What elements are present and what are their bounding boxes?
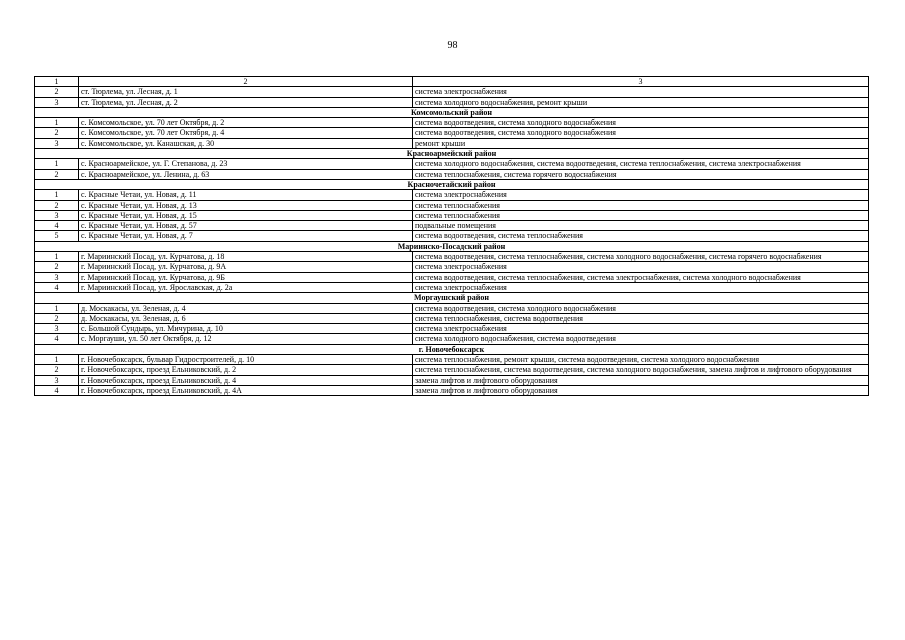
row-address: ст. Тюрлема, ул. Лесная, д. 2 <box>79 97 413 107</box>
table-row <box>35 97 869 107</box>
row-works: ремонт крыши <box>413 138 869 148</box>
table-row <box>35 221 869 231</box>
row-works: система водоотведения, система теплоснабжения <box>413 231 869 241</box>
table-row <box>35 210 869 220</box>
row-works: замена лифтов и лифтового оборудования <box>413 375 869 385</box>
row-address: г. Новочебоксарск, проезд Ельниковский, д. 4 <box>79 375 413 385</box>
row-works: замена лифтов и лифтового оборудования <box>413 385 869 395</box>
row-works: система водоотведения, система холодного водоснабжения <box>413 118 869 128</box>
row-works: система холодного водоснабжения, система водоотведения <box>413 334 869 344</box>
row-number: 1 <box>35 252 79 262</box>
row-number: 4 <box>35 282 79 292</box>
row-works: система электроснабжения <box>413 87 869 97</box>
row-address: с. Красноармейское, ул. Ленина, д. 63 <box>79 169 413 179</box>
row-number: 1 <box>35 355 79 365</box>
page-number: 98 <box>447 40 458 51</box>
row-number: 4 <box>35 385 79 395</box>
table-row <box>35 252 869 262</box>
row-works: система водоотведения, система холодного водоснабжения <box>413 128 869 138</box>
table-row <box>35 313 869 323</box>
row-address: г. Мариинский Посад, ул. Курчатова, д. 9А <box>79 262 413 272</box>
table-row <box>35 324 869 334</box>
header-col-2: 2 <box>79 77 413 87</box>
row-number: 2 <box>35 313 79 323</box>
row-number: 1 <box>35 190 79 200</box>
row-number: 3 <box>35 324 79 334</box>
section-title: Комсомольский район <box>35 107 869 117</box>
row-address: с. Моргауши, ул. 50 лет Октября, д. 12 <box>79 334 413 344</box>
row-address: д. Москакасы, ул. Зеленая, д. 4 <box>79 303 413 313</box>
row-number: 3 <box>35 272 79 282</box>
section-title: Мариинско-Посадский район <box>35 241 869 251</box>
row-works: система холодного водоснабжения, ремонт крыши <box>413 97 869 107</box>
table-row <box>35 200 869 210</box>
row-address: с. Красные Четаи, ул. Новая, д. 15 <box>79 210 413 220</box>
section-header-row <box>35 149 869 159</box>
row-works: система теплоснабжения, ремонт крыши, система водоотведения, система холодного водоснабжения <box>413 355 869 365</box>
table-row <box>35 159 869 169</box>
section-title: Красночетайский район <box>35 179 869 189</box>
row-works: система теплоснабжения <box>413 210 869 220</box>
table-row <box>35 190 869 200</box>
section-header-row <box>35 241 869 251</box>
section-header-row <box>35 344 869 354</box>
row-address: г. Мариинский Посад, ул. Курчатова, д. 9Б <box>79 272 413 282</box>
table-row <box>35 282 869 292</box>
row-number: 2 <box>35 262 79 272</box>
row-number: 3 <box>35 210 79 220</box>
row-number: 1 <box>35 303 79 313</box>
table-row <box>35 118 869 128</box>
row-number: 2 <box>35 200 79 210</box>
row-address: г. Мариинский Посад, ул. Ярославская, д. 2а <box>79 282 413 292</box>
table-row <box>35 355 869 365</box>
row-address: с. Красные Четаи, ул. Новая, д. 57 <box>79 221 413 231</box>
row-number: 3 <box>35 138 79 148</box>
header-col-3: 3 <box>413 77 869 87</box>
row-number: 2 <box>35 169 79 179</box>
row-works: система электроснабжения <box>413 324 869 334</box>
row-address: с. Большой Сундырь, ул. Мичурина, д. 10 <box>79 324 413 334</box>
row-address: с. Комсомольское, ул. 70 лет Октября, д. 2 <box>79 118 413 128</box>
table-row <box>35 169 869 179</box>
header-col-1: 1 <box>35 77 79 87</box>
table-row <box>35 303 869 313</box>
row-address: с. Красные Четаи, ул. Новая, д. 7 <box>79 231 413 241</box>
row-works: система теплоснабжения, система водоотведения <box>413 313 869 323</box>
table-row <box>35 365 869 375</box>
table-row <box>35 138 869 148</box>
table-row <box>35 231 869 241</box>
row-works: система водоотведения, система холодного водоснабжения <box>413 303 869 313</box>
row-works: система теплоснабжения, система водоотведения, система холодного водоснабжения, замена лифтов и лифтового оборудования <box>413 365 869 375</box>
row-works: система водоотведения, система теплоснабжения, система электроснабжения, система холодного водоснабжения <box>413 272 869 282</box>
row-address: г. Новочебоксарск, проезд Ельниковский, д. 2 <box>79 365 413 375</box>
row-works: система электроснабжения <box>413 282 869 292</box>
row-works: система электроснабжения <box>413 190 869 200</box>
row-address: г. Мариинский Посад, ул. Курчатова, д. 18 <box>79 252 413 262</box>
section-header-row <box>35 293 869 303</box>
row-works: система теплоснабжения, система горячего водоснабжения <box>413 169 869 179</box>
row-works: система электроснабжения <box>413 262 869 272</box>
table-row <box>35 262 869 272</box>
row-address: с. Красные Четаи, ул. Новая, д. 11 <box>79 190 413 200</box>
row-address: с. Комсомольское, ул. Канашская, д. 30 <box>79 138 413 148</box>
table-row <box>35 272 869 282</box>
row-works: подвальные помещения <box>413 221 869 231</box>
row-address: с. Красные Четаи, ул. Новая, д. 13 <box>79 200 413 210</box>
row-works: система холодного водоснабжения, система водоотведения, система теплоснабжения, система электроснабжения <box>413 159 869 169</box>
row-number: 1 <box>35 159 79 169</box>
table-row <box>35 87 869 97</box>
section-header-row <box>35 179 869 189</box>
row-number: 2 <box>35 87 79 97</box>
table-header-row <box>35 77 869 87</box>
table-row <box>35 385 869 395</box>
row-address: с. Комсомольское, ул. 70 лет Октября, д. 4 <box>79 128 413 138</box>
row-number: 3 <box>35 97 79 107</box>
works-table <box>34 76 869 396</box>
table-row <box>35 128 869 138</box>
row-number: 3 <box>35 375 79 385</box>
section-title: Моргаушский район <box>35 293 869 303</box>
row-address: с. Красноармейское, ул. Г. Степанова, д. 23 <box>79 159 413 169</box>
row-address: ст. Тюрлема, ул. Лесная, д. 1 <box>79 87 413 97</box>
table-row <box>35 334 869 344</box>
section-title: г. Новочебоксарск <box>35 344 869 354</box>
row-address: д. Москакасы, ул. Зеленая, д. 6 <box>79 313 413 323</box>
row-number: 2 <box>35 128 79 138</box>
row-works: система водоотведения, система теплоснабжения, система холодного водоснабжения, система горячего водоснабжения <box>413 252 869 262</box>
row-number: 4 <box>35 221 79 231</box>
section-header-row <box>35 107 869 117</box>
row-number: 2 <box>35 365 79 375</box>
row-address: г. Новочебоксарск, проезд Ельниковский, д. 4А <box>79 385 413 395</box>
section-title: Красноармейский район <box>35 149 869 159</box>
table-body <box>35 87 869 396</box>
row-works: система теплоснабжения <box>413 200 869 210</box>
row-address: г. Новочебоксарск, бульвар Гидростроителей, д. 10 <box>79 355 413 365</box>
table-row <box>35 375 869 385</box>
row-number: 1 <box>35 118 79 128</box>
row-number: 5 <box>35 231 79 241</box>
row-number: 4 <box>35 334 79 344</box>
